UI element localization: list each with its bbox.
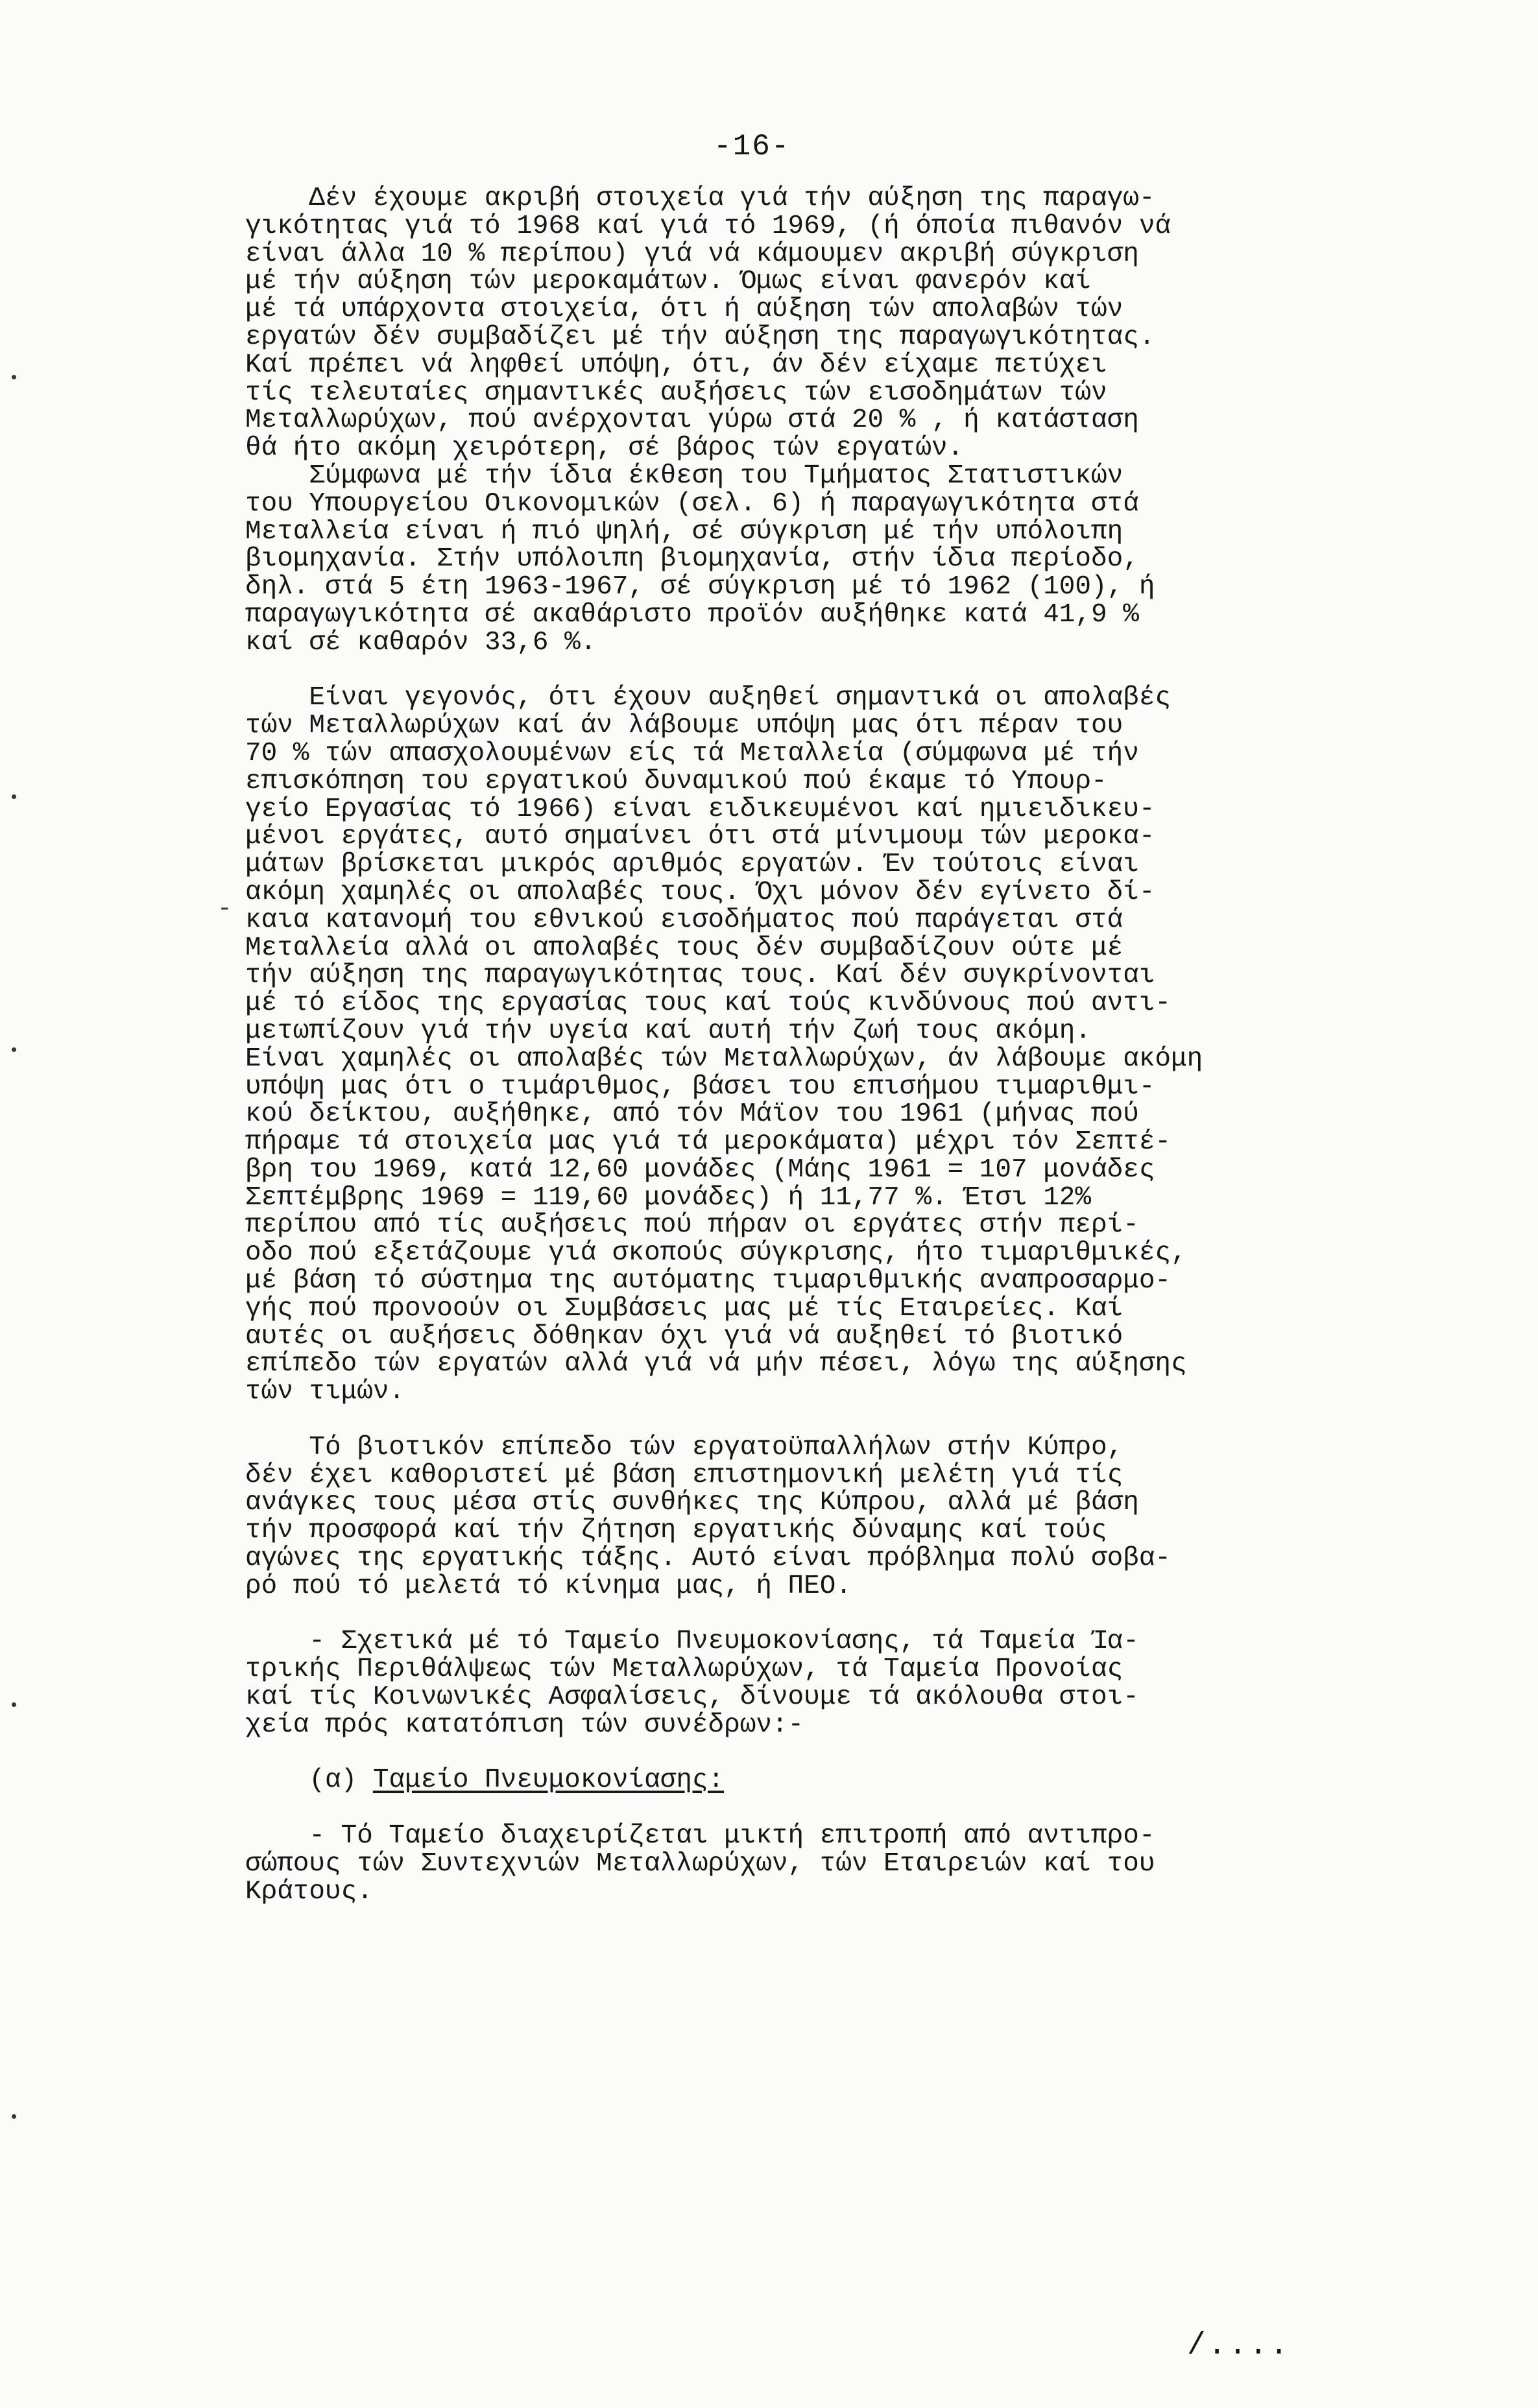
text-line: μέ τήν αύξηση τών μεροκαμάτων. Όμως είναι φανερόν καί — [245, 267, 1092, 297]
text-line: 70 % τών απασχολουμένων είς τά Μεταλλεία (σύμφωνα μέ τήν — [245, 738, 1139, 769]
blank-line — [245, 1406, 1458, 1434]
text-line: εργατών δέν συμβαδίζει μέ τήν αύξηση της παραγωγικότητας. — [245, 322, 1155, 352]
text-line: είναι άλλα 10 % περίπου) γιά νά κάμουμεν ακριβή σύγκριση — [245, 239, 1139, 269]
text-line: μέ τά υπάρχοντα στοιχεία, ότι ή αύξηση τών απολαβών τών — [245, 294, 1123, 325]
blank-line — [245, 1739, 1458, 1767]
text-line: χεία πρός κατατόπιση τών συνέδρων:- — [245, 1710, 804, 1740]
text-line: Μεταλλεία είναι ή πιό ψηλή, σέ σύγκριση μέ τήν υπόλοιπη — [245, 516, 1123, 547]
text-line: βιομηχανία. Στήν υπόλοιπη βιομηχανία, στήν ίδια περίοδο, — [245, 544, 1139, 575]
text-line: αγώνες της εργατικής τάξης. Αυτό είναι πρόβλημα πολύ σοβα- — [245, 1544, 1172, 1574]
text-line: τών Μεταλλωρύχων καί άν λάβουμε υπόψη μας ότι πέραν του — [245, 711, 1123, 741]
text-line: γείο Εργασίας τό 1966) είναι ειδικευμένοι καί ημιειδικευ- — [245, 794, 1155, 824]
text-line: παραγωγικότητα σέ ακαθάριστο προϊόν αυξήθηκε κατά 41,9 % — [245, 599, 1139, 630]
text-line: υπόψη μας ότι ο τιμάριθμος, βάσει του επισήμου τιμαριθμι- — [245, 1071, 1155, 1102]
margin-dot — [12, 1702, 16, 1707]
blank-line — [245, 657, 1458, 685]
section-heading: Ταμείο Πνευμοκονίασης: — [372, 1765, 725, 1796]
text-line: Σεπτέμβρης 1969 = 119,60 μονάδες) ή 11,77 %. Έτσι 12% — [245, 1182, 1092, 1213]
text-line: γής πού προνοούν οι Συμβάσεις μας μέ τίς Εταιρείες. Καί — [245, 1293, 1123, 1324]
page-number: -16- — [714, 130, 791, 163]
text-line: καί τίς Κοινωνικές Ασφαλίσεις, δίνουμε τά ακόλουθα στοι- — [245, 1682, 1139, 1713]
text-line: περίπου από τίς αυξήσεις πού πήραν οι εργάτες στήν περί- — [245, 1210, 1139, 1241]
text-line: Μεταλλεία αλλά οι απολαβές τους δέν συμβαδίζουν ούτε μέ — [245, 933, 1123, 963]
paragraph-3 — [245, 684, 1458, 1406]
paragraph-5 — [245, 1628, 1458, 1739]
text-line: ανάγκες τους μέσα στίς συνθήκες της Κύπρου, αλλά μέ βάση — [245, 1488, 1139, 1518]
margin-dot — [12, 375, 16, 379]
paragraph-4 — [245, 1434, 1458, 1601]
margin-dot — [12, 1047, 16, 1052]
text-line: μέ βάση τό σύστημα της αυτόματης τιμαριθμικής αναπροσαρμο- — [245, 1266, 1172, 1296]
paragraph-2 — [245, 462, 1458, 657]
margin-dot — [12, 2114, 16, 2119]
text-line: - Σχετικά μέ τό Ταμείο Πνευμοκονίασης, τά Ταμεία Ία- — [245, 1627, 1139, 1657]
continuation-mark: /.... — [1187, 2328, 1291, 2363]
text-line: καί σέ καθαρόν 33,6 %. — [245, 627, 597, 658]
text-line: Τό βιοτικόν επίπεδο τών εργατοϋπαλλήλων στήν Κύπρο, — [245, 1432, 1123, 1462]
text-line: τίς τελευταίες σημαντικές αυξήσεις τών εισοδημάτων τών — [245, 377, 1107, 408]
text-line: Δέν έχουμε ακριβή στοιχεία γιά τήν αύξηση της παραγω- — [245, 184, 1155, 213]
blank-line — [245, 1601, 1458, 1628]
text-line: Καί πρέπει νά ληφθεί υπόψη, ότι, άν δέν είχαμε πετύχει — [245, 350, 1107, 380]
margin-dash: - — [217, 895, 232, 923]
text-line: τρικής Περιθάλψεως τών Μεταλλωρύχων, τά Ταμεία Προνοίας — [245, 1654, 1123, 1685]
text-line: οδο πού εξετάζουμε γιά σκοπούς σύγκρισης, ήτο τιμαριθμικές, — [245, 1238, 1187, 1269]
text-line: δέν έχει καθοριστεί μέ βάση επιστημονική μελέτη γιά τίς — [245, 1460, 1123, 1490]
text-line: μάτων βρίσκεται μικρός αριθμός εργατών. Έν τούτοις είναι — [245, 850, 1139, 880]
text-line: Είναι χαμηλές οι απολαβές τών Μεταλλωρύχων, άν λάβουμε ακόμη — [245, 1043, 1203, 1074]
text-line: βρη του 1969, κατά 12,60 μονάδες (Μάης 1961 = 107 μονάδες — [245, 1154, 1155, 1185]
text-line: θά ήτο ακόμη χειρότερη, σέ βάρος τών εργατών. — [245, 433, 964, 464]
section-heading-line — [245, 1767, 1458, 1794]
text-line: μένοι εργάτες, αυτό σημαίνει ότι στά μίνιμουμ τών μεροκα- — [245, 822, 1155, 852]
body-text — [245, 185, 1458, 1905]
text-line: Σύμφωνα μέ τήν ίδια έκθεση του Τμήματος Στατιστικών — [245, 460, 1123, 491]
text-line: κού δείκτου, αυξήθηκε, από τόν Μάϊον του 1961 (μήνας πού — [245, 1099, 1139, 1130]
text-line: Μεταλλωρύχων, πού ανέρχονται γύρω στά 20 % , ή κατάσταση — [245, 405, 1139, 436]
section-heading-prefix: (α) — [245, 1765, 373, 1796]
text-line: σώπους τών Συντεχνιών Μεταλλωρύχων, τών Εταιρειών καί του — [245, 1848, 1155, 1879]
text-line: μετωπίζουν γιά τήν υγεία καί αυτή τήν ζωή τους ακόμη. — [245, 1016, 1092, 1046]
text-line: μέ τό είδος της εργασίας τους καί τούς κινδύνους πού αντι- — [245, 988, 1172, 1019]
text-line: γικότητας γιά τό 1968 καί γιά τό 1969, (ή όποία πιθανόν νά — [245, 211, 1172, 241]
paragraph-1 — [245, 185, 1458, 462]
text-line: ακόμη χαμηλές οι απολαβές τους. Όχι μόνον δέν εγίνετο δί- — [245, 877, 1155, 907]
text-line: ρό πού τό μελετά τό κίνημα μας, ή ΠΕΟ. — [245, 1571, 852, 1601]
text-line: τήν προσφορά καί τήν ζήτηση εργατικής δύναμης καί τούς — [245, 1516, 1107, 1546]
text-line: τών τιμών. — [245, 1377, 405, 1407]
text-line: αυτές οι αυξήσεις δόθηκαν όχι γιά νά αυξηθεί τό βιοτικό — [245, 1321, 1123, 1352]
text-line: Είναι γεγονός, ότι έχουν αυξηθεί σημαντικά οι απολαβές — [245, 683, 1172, 713]
paragraph-6 — [245, 1822, 1458, 1905]
blank-line — [245, 1794, 1458, 1822]
text-line: - Τό Ταμείο διαχειρίζεται μικτή επιτροπή από αντιπρο- — [245, 1821, 1155, 1852]
text-line: Κράτους. — [245, 1876, 373, 1907]
text-line: του Υπουργείου Οικονομικών (σελ. 6) ή παραγωγικότητα στά — [245, 488, 1139, 519]
text-line: επισκόπηση του εργατικού δυναμικού πού έκαμε τό Υπουρ- — [245, 766, 1107, 796]
margin-dot — [12, 794, 16, 799]
text-line: καια κατανομή του εθνικού εισοδήματος πού παράγεται στά — [245, 905, 1123, 935]
text-line: δηλ. στά 5 έτη 1963-1967, σέ σύγκριση μέ τό 1962 (100), ή — [245, 572, 1155, 602]
text-line: πήραμε τά στοιχεία μας γιά τά μεροκάματα) μέχρι τόν Σεπτέ- — [245, 1127, 1172, 1158]
text-line: επίπεδο τών εργατών αλλά γιά νά μήν πέσει, λόγω της αύξησης — [245, 1349, 1187, 1379]
text-line: τήν αύξηση της παραγωγικότητας τους. Καί δέν συγκρίνονται — [245, 960, 1155, 991]
